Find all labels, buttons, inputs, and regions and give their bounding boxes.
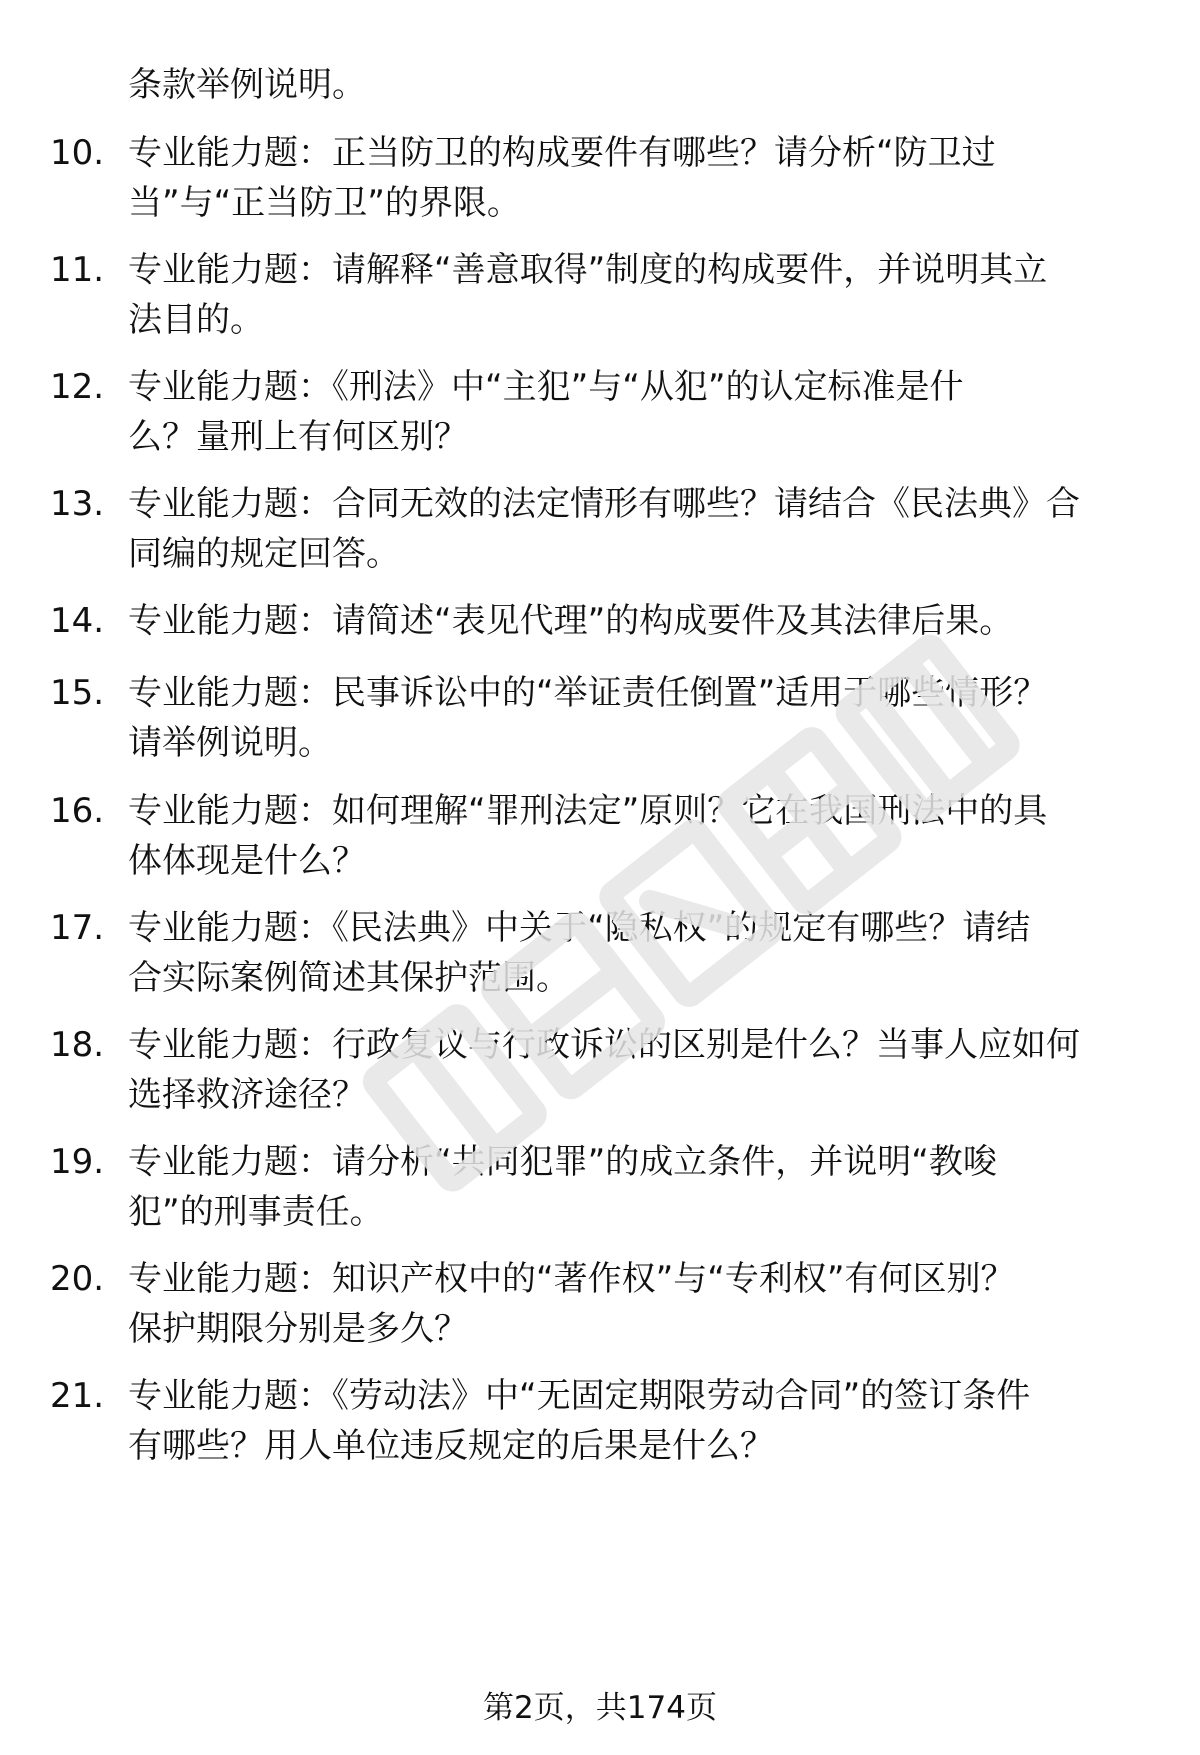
question-number: 16.	[50, 791, 105, 831]
question-number: 10.	[50, 133, 105, 173]
question-text-line: 专业能力题：如何理解“罪刑法定”原则？它在我国刑法中的具	[128, 791, 1048, 831]
question-text-line: 专业能力题：请分析“共同犯罪”的成立条件，并说明“教唆	[128, 1142, 997, 1182]
question-text-line: 同编的规定回答。	[128, 534, 400, 574]
question-text-line: 专业能力题：知识产权中的“著作权”与“专利权”有何区别？	[128, 1259, 1015, 1299]
question-number: 13.	[50, 484, 105, 524]
question-number: 18.	[50, 1025, 105, 1065]
question-text-line: 专业能力题：请解释“善意取得”制度的构成要件，并说明其立	[128, 250, 1048, 290]
question-text-line: 专业能力题：合同无效的法定情形有哪些？请结合《民法典》合	[128, 484, 1080, 524]
question-text-line: 专业能力题：《民法典》中关于“隐私权”的规定有哪些？请结	[128, 908, 1031, 948]
question-text-line: 专业能力题：《劳动法》中“无固定期限劳动合同”的签订条件	[128, 1376, 1031, 1416]
question-number: 21.	[50, 1376, 105, 1416]
question-text-line: 请举例说明。	[128, 723, 332, 763]
page-indicator: 第2页，共174页	[483, 1690, 717, 1726]
question-text-line: 专业能力题：民事诉讼中的“举证责任倒置”适用于哪些情形？	[128, 673, 1048, 713]
question-text-line: 法目的。	[128, 300, 264, 340]
question-text-line: 体体现是什么？	[128, 841, 366, 881]
question-text-line: 选择救济途径？	[128, 1075, 366, 1115]
question-text-line: 专业能力题：请简述“表见代理”的构成要件及其法律后果。	[128, 601, 1014, 641]
question-text-line: 专业能力题：《刑法》中“主犯”与“从犯”的认定标准是什	[128, 367, 964, 407]
carry-over-text: 条款举例说明。	[128, 65, 366, 105]
question-number: 20.	[50, 1259, 105, 1299]
question-text-line: 有哪些？用人单位违反规定的后果是什么？	[128, 1426, 774, 1466]
question-number: 11.	[50, 250, 105, 290]
question-text-line: 犯”的刑事责任。	[128, 1192, 384, 1232]
question-text-line: 当”与“正当防卫”的界限。	[128, 183, 521, 223]
question-text-line: 专业能力题：行政复议与行政诉讼的区别是什么？当事人应如何	[128, 1025, 1080, 1065]
question-number: 12.	[50, 367, 105, 407]
question-number: 14.	[50, 601, 105, 641]
question-text-line: 保护期限分别是多久？	[128, 1309, 468, 1349]
question-text-line: 合实际案例简述其保护范围。	[128, 958, 570, 998]
question-number: 17.	[50, 908, 105, 948]
question-text-line: 么？量刑上有何区别？	[128, 417, 468, 457]
question-number: 19.	[50, 1142, 105, 1182]
question-text-line: 专业能力题：正当防卫的构成要件有哪些？请分析“防卫过	[128, 133, 996, 173]
question-number: 15.	[50, 673, 105, 713]
